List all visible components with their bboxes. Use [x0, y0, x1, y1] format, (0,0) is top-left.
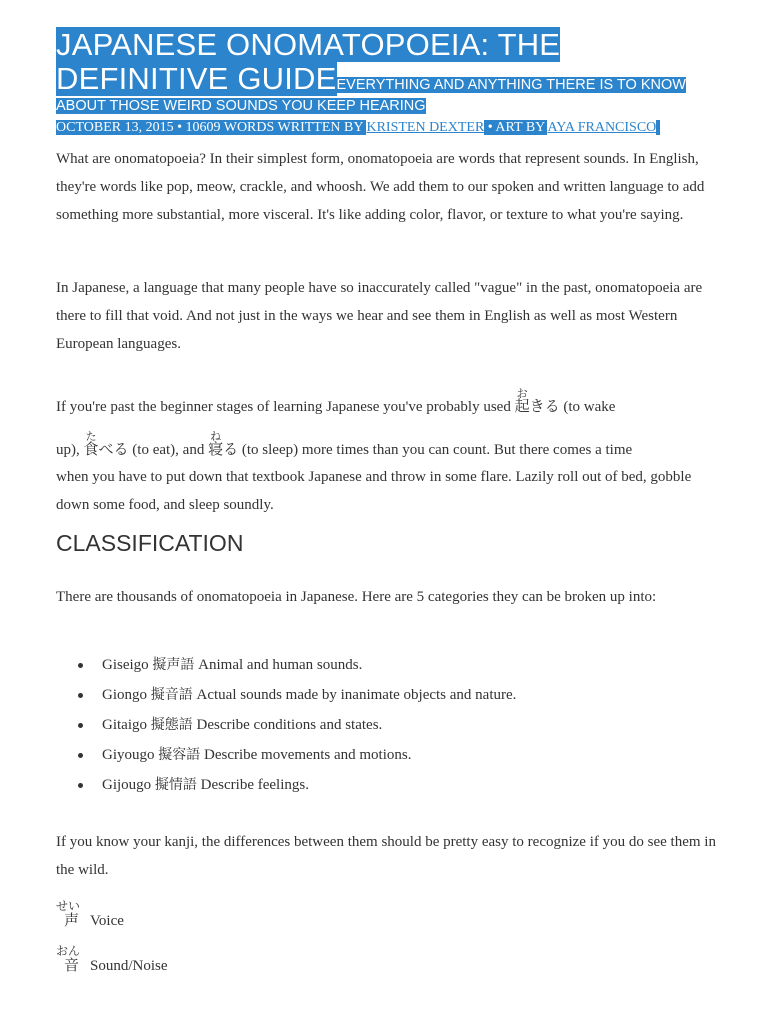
paragraph-categories-intro: There are thousands of onomatopoeia in Japanese. Here are 5 categories they can be broken up into:	[56, 589, 657, 605]
article-title: JAPANESE ONOMATOPOEIA: THE DEFINITIVE GUIDE	[56, 27, 561, 96]
author-link[interactable]: KRISTEN DEXTER	[366, 120, 485, 135]
okiru-word: 起お	[514, 387, 530, 415]
list-item: Gijougo 擬情語 Describe feelings.	[56, 772, 720, 802]
paragraph-vague: In Japanese, a language that many people have so inaccurately called "vague" in the past, onomatopoeia are there to fill that void. And not just in the ways we hear and see them in English as well as most Western European languages.	[56, 280, 703, 352]
paragraph-kanji-note: If you know your kanji, the differences between them should be pretty easy to recognize if you do see them in the wild.	[56, 834, 716, 878]
bullet-icon	[78, 663, 83, 668]
neru-word: 寝ね	[208, 430, 224, 458]
term-sound: おん 音 Sound/Noise	[56, 944, 168, 974]
bullet-icon	[78, 753, 83, 758]
list-item: Giyougo 擬容語 Describe movements and motions.	[56, 742, 720, 772]
taberu-word: 食た	[83, 430, 99, 458]
verbs-line-2: up), 食たべる (to eat), and 寝ねる (to sleep) more times than you can count. But there comes a time	[56, 430, 633, 458]
article-meta	[56, 119, 660, 137]
list-item: Giongo 擬音語 Actual sounds made by inanimate objects and nature.	[56, 682, 720, 712]
verbs-rest: when you have to put down that textbook Japanese and throw in some flare. Lazily roll out of bed, gobble down some food, and sleep soundly.	[56, 469, 692, 513]
verbs-line-1: If you're past the beginner stages of learning Japanese you've probably used 起おきる (to wake	[56, 387, 616, 415]
section-heading: CLASSIFICATION	[56, 530, 244, 556]
bullet-icon	[78, 783, 83, 788]
category-list	[56, 652, 720, 802]
article-subtitle: EVERYTHING AND ANYTHING THERE IS TO KNOW ABOUT THOSE WEIRD SOUNDS YOU KEEP HEARING	[56, 77, 686, 114]
list-item: Giseigo 擬声語 Animal and human sounds.	[56, 652, 720, 682]
term-kanji-with-reading: せい 声	[56, 899, 81, 929]
list-item: Gitaigo 擬態語 Describe conditions and states.	[56, 712, 720, 742]
meta-art-by: • ART BY	[487, 120, 545, 135]
term-voice: せい 声 Voice	[56, 899, 124, 929]
meta-date-words: OCTOBER 13, 2015 • 10609 WORDS WRITTEN BY	[56, 120, 363, 135]
bullet-icon	[78, 693, 83, 698]
term-kanji-with-reading: おん 音	[56, 944, 81, 974]
title-block	[56, 28, 716, 116]
bullet-icon	[78, 723, 83, 728]
artist-link[interactable]: AYA FRANCISCO	[547, 120, 657, 135]
paragraph-intro: What are onomatopoeia? In their simplest form, onomatopoeia are words that represent sounds. In English, they're words like pop, meow, crackle, and whoosh. We add them to our spoken and written language to add something more substantial, more visceral. It's like adding color, flavor, or texture to what you're saying.	[56, 151, 705, 223]
